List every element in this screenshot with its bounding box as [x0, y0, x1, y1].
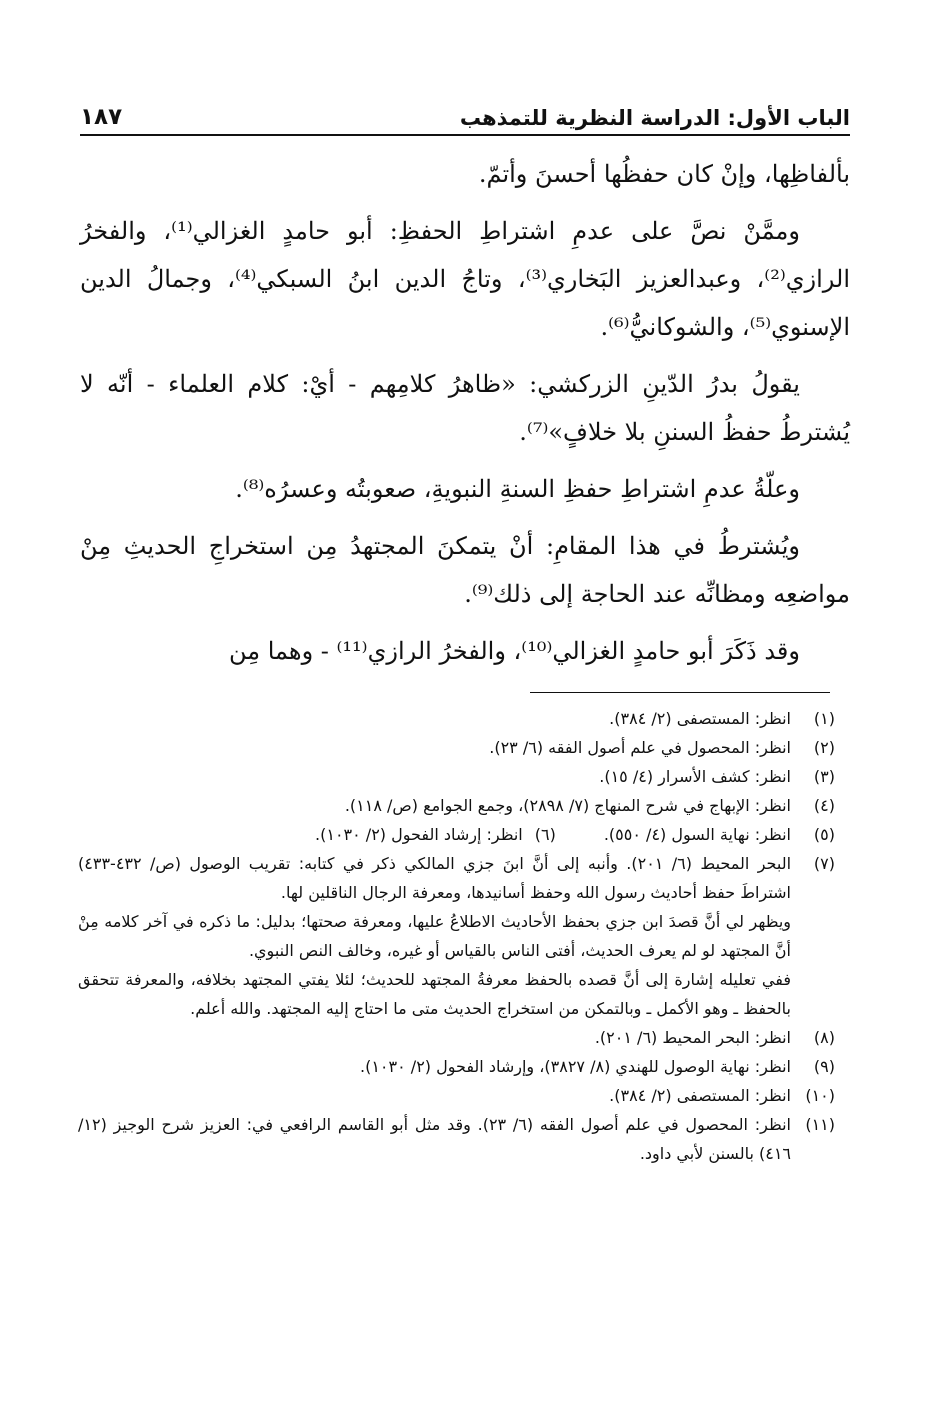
footnote-number: (٦): [534, 825, 556, 844]
footnote: [78, 791, 835, 820]
chapter-title: الباب الأول: الدراسة النظرية للتمذهب: [459, 106, 850, 130]
header-rule: [80, 134, 850, 136]
footnote-separator: [530, 692, 830, 693]
footnote-text: انظر: إرشاد الفحول (٢/ ١٠٣٠).: [315, 825, 523, 844]
footnote: [78, 762, 835, 791]
footnote-text: انظر: الإبهاج في شرح المنهاج (٧/ ٢٨٩٨)، وجمع الجوامع (ص/ ١١٨).: [344, 796, 791, 815]
footnote-number: (٥): [813, 825, 835, 844]
footnote: [78, 1110, 835, 1168]
footnote-number: (٤): [813, 796, 835, 815]
footnote-number: (٣): [813, 767, 835, 786]
footnote-paragraph: ويظهر لي أنَّ قصدَ ابن جزي بحفظ الأحاديث الاطلاعُ عليها، ومعرفة صحتها؛ بدليل: ما ذكره في آخر كلامه مِنْ أنَّ المجتهد لو لم يعرف الحديث، أفتى الناس بالقياس أو غيره، وخالف النص النبوي.: [78, 912, 791, 960]
footnote-number: (١٠): [805, 1086, 835, 1105]
footnote-number: (٢): [813, 738, 835, 757]
footnote-text: انظر: المحصول في علم أصول الفقه (٦/ ٢٣). وقد مثل أبو القاسم الرافعي في: العزيز شرح الوجيز (١٢/ ٤١٦) بالسنن لأبي داود.: [78, 1115, 791, 1163]
footnotes: [78, 704, 835, 1168]
paragraph: وقد ذَكَرَ أبو حامدٍ الغزالي⁽¹⁰⁾، والفخرُ الرازي⁽¹¹⁾ - وهما مِن: [228, 637, 800, 665]
footnote-text: انظر: البحر المحيط (٦/ ٢٠١).: [594, 1028, 791, 1047]
footnote-number: (١): [813, 709, 835, 728]
paragraph: ويُشترطُ في هذا المقامِ: أنْ يتمكنَ المجتهدُ مِن استخراجِ الحديثِ مِنْ مواضعِه ومظانِّه عند الحاجة إلى ذلك⁽⁹⁾.: [80, 532, 850, 608]
footnote: [78, 1052, 835, 1081]
footnote-number: (٨): [813, 1028, 835, 1047]
footnote: [78, 1081, 835, 1110]
footnote-text: [78, 849, 791, 1023]
footnote: [78, 1023, 835, 1052]
paragraph: وممَّنْ نصَّ على عدمِ اشتراطِ الحفظِ: أبو حامدٍ الغزالي⁽¹⁾، والفخرُ الرازي⁽²⁾، وعبدالعزيز البَخاري⁽³⁾، وتاجُ الدين ابنُ السبكي⁽⁴⁾، وجمالُ الدين الإسنوي⁽⁵⁾، والشوكانيُّ⁽⁶⁾.: [80, 217, 850, 341]
main-text: [80, 150, 850, 684]
footnote-text: انظر: المستصفى (٢/ ٣٨٤).: [609, 1086, 791, 1105]
footnote-text: انظر: نهاية الوصول للهندي (٨/ ٣٨٢٧)، وإرشاد الفحول (٢/ ١٠٣٠).: [360, 1057, 791, 1076]
footnote-number: (٧): [813, 854, 835, 873]
footnote-number: (٩): [813, 1057, 835, 1076]
footnote-pair-text: [78, 820, 791, 849]
footnote-pair: [78, 820, 835, 849]
footnote: [78, 849, 835, 1023]
footnote-text: انظر: نهاية السول (٤/ ٥٥٠).: [603, 825, 791, 844]
footnote: [78, 733, 835, 762]
footnote-text: انظر: المحصول في علم أصول الفقه (٦/ ٢٣).: [489, 738, 791, 757]
paragraph: بألفاظِها، وإنْ كان حفظُها أحسنَ وأتمّ.: [478, 160, 850, 188]
paragraph: يقولُ بدرُ الدّينِ الزركشي: «ظاهرُ كلامِهم - أيْ: كلام العلماء - أنّه لا يُشترطُ حفظُ السننِ بلا خلافٍ»⁽⁷⁾.: [80, 370, 850, 446]
footnote-paragraph: ففي تعليله إشارة إلى أنَّ قصده بالحفظ معرفةُ المجتهد للحديث؛ لئلا يفتي المجتهد بخلافه، والمعرفة تتحقق بالحفظ ـ وهو الأكمل ـ وبالتمكن من استخراج الحديث متى ما احتاج إليه المجتهد. والله أعلم.: [78, 970, 791, 1018]
footnote-text: انظر: المستصفى (٢/ ٣٨٤).: [609, 709, 791, 728]
running-header: [80, 96, 850, 136]
footnote: [78, 704, 835, 733]
paragraph: وعلّةُ عدمِ اشتراطِ حفظِ السنةِ النبويةِ، صعوبتُه وعسرُه⁽⁸⁾.: [235, 475, 800, 503]
footnote-number: (١١): [805, 1115, 835, 1134]
footnote-text: انظر: كشف الأسرار (٤/ ١٥).: [599, 767, 791, 786]
footnote-paragraph: البحر المحيط (٦/ ٢٠١). وأنبه إلى أنَّ ابنَ جزي المالكي ذكر في كتابه: تقريب الوصول (ص/ ٤٣٢-٤٣٣) اشتراطَ حفظ أحاديث رسول الله وحفظ أسانيدها، ومعرفة الرجال الناقلين لها.: [78, 854, 792, 902]
page-number: ١٨٧: [80, 104, 123, 130]
